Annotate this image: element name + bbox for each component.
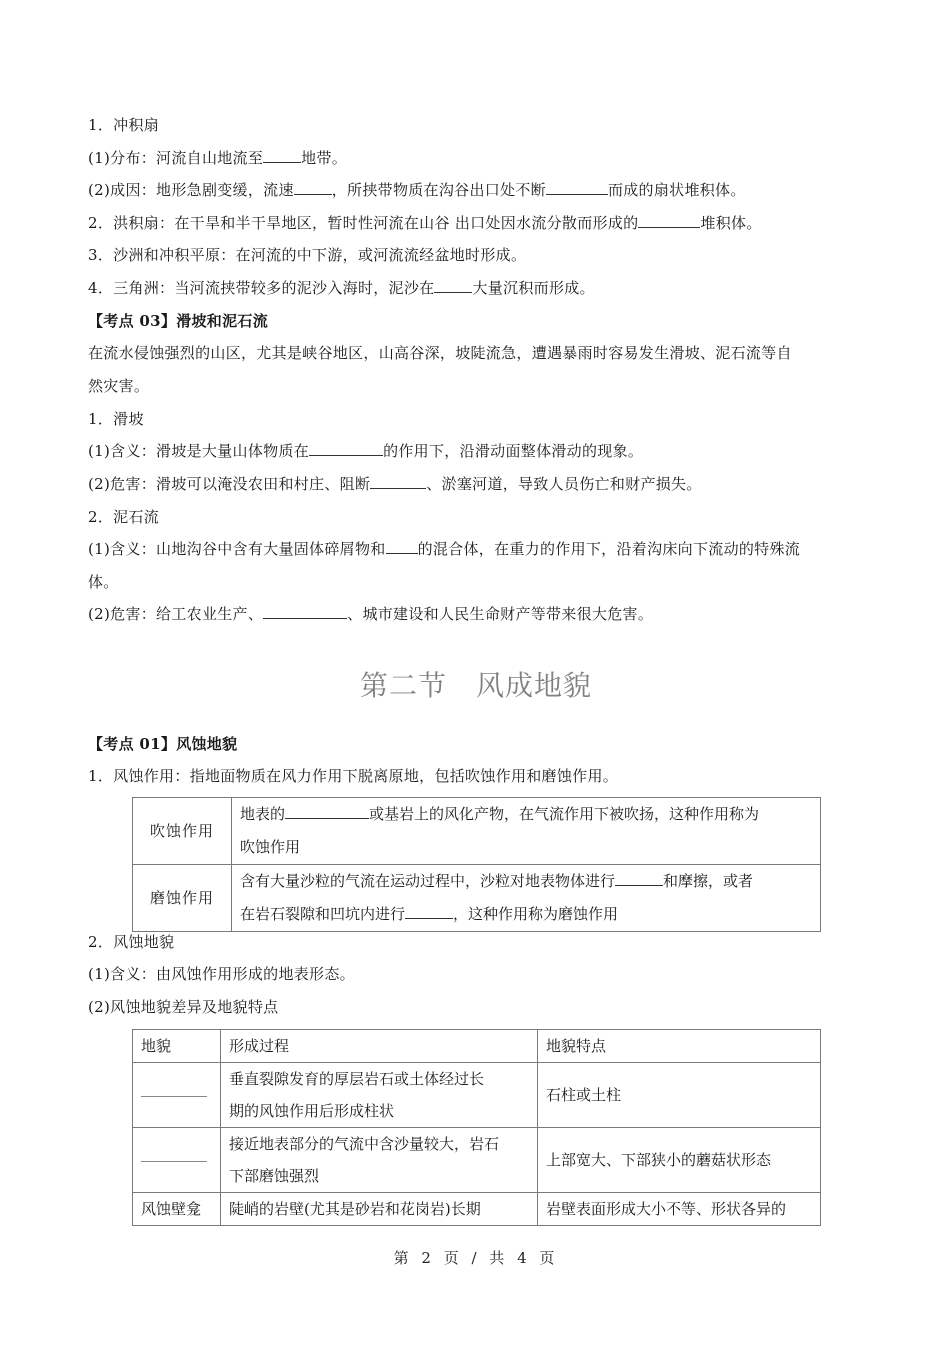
- text: 或基岩上的风化产物，在气流作用下被吹扬，这种作用称为: [369, 805, 760, 823]
- cell-process: 陡峭的岩壁(尤其是砂岩和花岗岩)长期: [221, 1193, 538, 1226]
- text: 2．洪积扇：在干旱和半干旱地区，暂时性河流在山谷 出口处因水流分散而形成的: [88, 214, 639, 232]
- table-row: [133, 798, 821, 865]
- landslide-definition: [88, 441, 643, 461]
- wind-erosion-table: [132, 797, 821, 932]
- table-cell-content: [232, 865, 821, 932]
- header-process: 形成过程: [221, 1030, 538, 1063]
- table-header-row: [133, 1030, 821, 1063]
- cell-feature: 岩壁表面形成大小不等、形状各异的: [538, 1193, 821, 1226]
- heading-kaodian-01: 【考点 01】风蚀地貌: [88, 735, 238, 753]
- text: 、淤塞河道，导致人员伤亡和财产损失。: [426, 475, 702, 493]
- section-title: 第二节 风成地貌: [359, 669, 592, 702]
- text: 下部磨蚀强烈: [229, 1167, 320, 1185]
- text: 1．冲积扇: [88, 116, 160, 134]
- fill-blank[interactable]: [434, 278, 472, 293]
- text: 的作用下，沿滑动面整体滑动的现象。: [383, 442, 644, 460]
- text: 、城市建设和人民生命财产等带来很大危害。: [347, 605, 654, 623]
- fill-blank[interactable]: [386, 539, 418, 554]
- text: 在岩石裂隙和凹坑内进行: [240, 905, 406, 923]
- text: ，所挟带物质在沟谷出口处不断: [331, 181, 546, 199]
- fill-blank[interactable]: [615, 871, 663, 886]
- wind-erosion-definition: 1．风蚀作用：指地面物质在风力作用下脱离原地，包括吹蚀作用和磨蚀作用。: [88, 767, 619, 785]
- intro-text: 在流水侵蚀强烈的山区，尤其是峡谷地区，山高谷深，坡陡流急，遭遇暴雨时容易发生滑坡、泥石流等自: [88, 344, 792, 362]
- text: (1)含义：山地沟谷中含有大量固体碎屑物和: [88, 540, 386, 558]
- header-landform: 地貌: [133, 1030, 221, 1063]
- item-sandbar-plain: [88, 245, 526, 265]
- text: 接近地表部分的气流中含沙量较大，岩石: [229, 1135, 500, 1153]
- fill-blank[interactable]: [263, 148, 301, 163]
- text: 大量沉积而形成。: [472, 279, 595, 297]
- fill-blank[interactable]: [638, 213, 700, 228]
- debris-flow-definition-cont: 体。: [88, 573, 119, 591]
- fill-blank[interactable]: [546, 180, 608, 195]
- table-cell-label: 吹蚀作用: [133, 798, 232, 865]
- text: (2)危害：滑坡可以淹没农田和村庄、阻断: [88, 475, 371, 493]
- fill-blank[interactable]: [141, 1160, 207, 1162]
- landform-title: 2．风蚀地貌: [88, 933, 175, 951]
- fill-blank[interactable]: [370, 474, 426, 489]
- item-proluvial-fan: [88, 213, 762, 233]
- text: 而成的扇状堆积体。: [607, 181, 746, 199]
- text: 吹蚀作用: [240, 838, 301, 856]
- page-footer: 第 2 页 / 共 4 页: [393, 1249, 559, 1267]
- table-row: [133, 1128, 821, 1193]
- text: 堆积体。: [700, 214, 762, 232]
- cell-landform: 风蚀壁龛: [133, 1193, 221, 1226]
- cell-process: [221, 1128, 538, 1193]
- landslide-harm: [88, 474, 702, 494]
- item-distribution: [88, 148, 347, 168]
- text: 4．三角洲：当河流挟带较多的泥沙入海时，泥沙在: [88, 279, 435, 297]
- text: ，这种作用称为磨蚀作用: [453, 905, 619, 923]
- table-row: [133, 1193, 821, 1226]
- table-cell-content: [232, 798, 821, 865]
- cell-feature: 上部宽大、下部狭小的蘑菇状形态: [538, 1128, 821, 1193]
- cell-process: [221, 1063, 538, 1128]
- text: 含有大量沙粒的气流在运动过程中，沙粒对地表物体进行: [240, 872, 616, 890]
- heading-kaodian-03: 【考点 03】滑坡和泥石流: [88, 312, 268, 330]
- text: (1)分布：河流自山地流至: [88, 149, 264, 167]
- text: 地带。: [301, 149, 348, 167]
- text: 期的风蚀作用后形成柱状: [229, 1102, 395, 1120]
- text: (2)危害：给工农业生产、: [88, 605, 264, 623]
- fill-blank[interactable]: [285, 804, 369, 819]
- debris-flow-title: 2．泥石流: [88, 508, 160, 526]
- intro-text-cont: 然灾害。: [88, 377, 150, 395]
- cell-feature: 石柱或土柱: [538, 1063, 821, 1128]
- text: 垂直裂隙发育的厚层岩石或土体经过长: [229, 1070, 485, 1088]
- debris-flow-definition: [88, 539, 800, 559]
- text: 3．沙洲和冲积平原：在河流的中下游，或河流流经盆地时形成。: [88, 246, 527, 264]
- cell-landform[interactable]: [133, 1128, 221, 1193]
- fill-blank[interactable]: [309, 441, 383, 456]
- item-alluvial-fan-title: [88, 115, 159, 135]
- table-row: [133, 865, 821, 932]
- fill-blank[interactable]: [141, 1095, 207, 1097]
- text: 地表的: [240, 805, 286, 823]
- cell-landform[interactable]: [133, 1063, 221, 1128]
- landform-definition: (1)含义：由风蚀作用形成的地表形态。: [88, 965, 355, 983]
- fill-blank[interactable]: [294, 180, 332, 195]
- fill-blank[interactable]: [405, 904, 453, 919]
- item-delta: [88, 278, 595, 298]
- text: (1)含义：滑坡是大量山体物质在: [88, 442, 310, 460]
- text: (2)成因：地形急剧变缓，流速: [88, 181, 294, 199]
- table-cell-label: 磨蚀作用: [133, 865, 232, 932]
- header-feature: 地貌特点: [538, 1030, 821, 1063]
- landform-table: [132, 1029, 821, 1226]
- landslide-title: 1．滑坡: [88, 410, 144, 428]
- debris-flow-harm: [88, 604, 653, 624]
- fill-blank[interactable]: [263, 604, 347, 619]
- table-row: [133, 1063, 821, 1128]
- text: 和摩擦，或者: [663, 872, 754, 890]
- item-cause: [88, 180, 746, 200]
- text: 的混合体，在重力的作用下，沿着沟床向下流动的特殊流: [417, 540, 801, 558]
- landform-difference: (2)风蚀地貌差异及地貌特点: [88, 998, 279, 1016]
